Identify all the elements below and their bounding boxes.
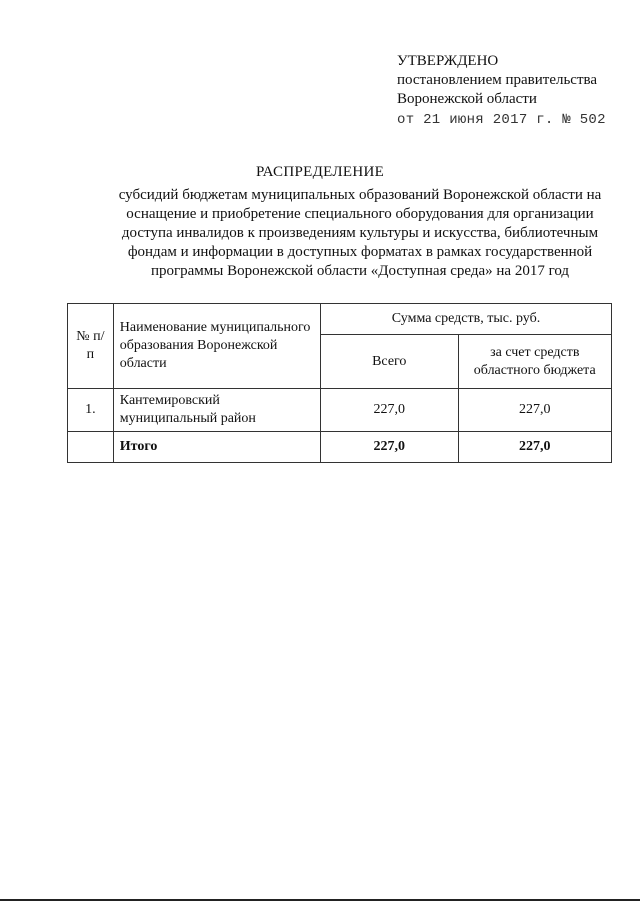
header-number: № п/п <box>68 304 114 389</box>
header-amount-group: Сумма средств, тыс. руб. <box>321 304 612 335</box>
subtitle-line: доступа инвалидов к произведениям культуры и искусства, библиотечным <box>121 225 599 241</box>
row-number: 1. <box>68 389 114 432</box>
row-name: Кантемировский муниципальный район <box>113 389 320 432</box>
row-total: 227,0 <box>321 389 458 432</box>
header-total: Всего <box>321 335 458 389</box>
table-header-row <box>68 304 612 335</box>
summary-label: Итого <box>113 432 320 463</box>
distribution-table <box>67 303 612 463</box>
row-regional: 227,0 <box>458 389 611 432</box>
subtitle-line: фондам и информации в доступных форматах в рамках государственной <box>127 244 593 260</box>
bottom-rule <box>0 899 640 901</box>
table-row <box>68 389 612 432</box>
subtitle-line: субсидий бюджетам муниципальных образований Воронежской области на <box>118 187 602 203</box>
header-regional: за счет средств областного бюджета <box>458 335 611 389</box>
approval-status: УТВЕРЖДЕНО <box>397 53 499 69</box>
document-title: РАСПРЕДЕЛЕНИЕ <box>255 164 385 180</box>
header-name: Наименование муниципального образования Воронежской области <box>113 304 320 389</box>
subtitle-line: программы Воронежской области «Доступная среда» на 2017 год <box>150 263 570 279</box>
subtitle-line: оснащение и приобретение специального оборудования для организации <box>126 206 594 222</box>
document-subtitle <box>100 186 620 281</box>
approval-line-1: постановлением правительства <box>397 72 598 88</box>
approval-date-stamp: от 21 июня 2017 г. № 502 <box>397 112 606 128</box>
summary-number <box>68 432 114 463</box>
summary-regional: 227,0 <box>458 432 611 463</box>
summary-total: 227,0 <box>321 432 458 463</box>
approval-block <box>397 52 606 130</box>
approval-line-2: Воронежской области <box>397 91 537 107</box>
table-summary-row <box>68 432 612 463</box>
